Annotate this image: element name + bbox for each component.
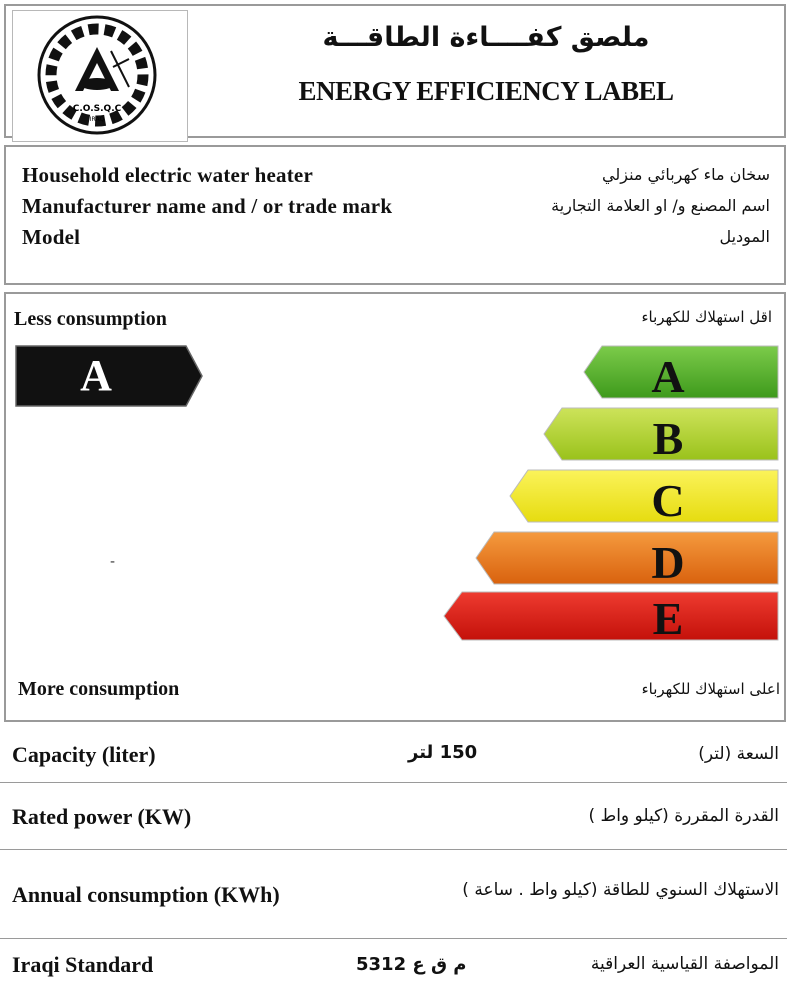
model-ar: الموديل <box>719 227 770 246</box>
class-c-letter: C <box>651 475 685 526</box>
class-c-arrow <box>510 470 778 526</box>
logo-org-text: C.O.S.Q.C <box>72 104 122 114</box>
more-consumption-en: More consumption <box>18 678 180 700</box>
iraqi-standard-ar: المواصفة القياسية العراقية <box>590 954 779 974</box>
class-b-letter: B <box>652 413 684 464</box>
cosqc-logo-icon <box>13 11 187 141</box>
cosqc-logo <box>12 10 188 142</box>
capacity-en: Capacity (liter) <box>12 742 156 767</box>
less-consumption-en: Less consumption <box>14 308 167 330</box>
annual-consumption-ar: الاستهلاك السنوي للطاقة (كيلو واط . ساعة ) <box>462 880 779 900</box>
selected-class-arrow <box>16 346 202 406</box>
label-header <box>4 4 786 138</box>
logo-country-text: IRAQ <box>89 116 105 123</box>
rated-power-en: Rated power (KW) <box>12 804 192 829</box>
dash-mark: - <box>110 554 116 570</box>
iraqi-standard-en: Iraqi Standard <box>12 952 154 977</box>
class-e-letter: E <box>652 593 684 644</box>
row-divider <box>0 849 787 850</box>
row-divider <box>0 938 787 939</box>
capacity-value: 150 لتر <box>408 742 478 763</box>
rating-arrows <box>6 334 784 694</box>
class-e-arrow <box>444 592 778 644</box>
row-divider <box>0 782 787 783</box>
capacity-ar: السعة (لتر) <box>698 744 779 764</box>
specification-table <box>0 724 787 983</box>
less-consumption-ar: اقل استهلاك للكهرباء <box>641 308 772 326</box>
model-en: Model <box>22 225 81 249</box>
class-d-letter: D <box>651 537 685 588</box>
iraqi-standard-value: م ق ع 5312 <box>356 954 467 975</box>
class-a-letter: A <box>651 351 685 402</box>
more-consumption-ar: اعلى استهلاك للكهرباء <box>641 680 780 698</box>
rated-power-ar: القدرة المقررة (كيلو واط ) <box>588 806 779 826</box>
product-info <box>4 145 786 285</box>
title-arabic: ملصق كفــــاءة الطاقـــة <box>322 22 650 53</box>
class-b-arrow <box>544 408 778 464</box>
manufacturer-en: Manufacturer name and / or trade mark <box>22 194 393 218</box>
title-english: ENERGY EFFICIENCY LABEL <box>298 76 674 106</box>
energy-rating-scale <box>4 292 786 722</box>
selected-class-letter: A <box>80 351 112 400</box>
class-a-arrow <box>584 346 778 402</box>
manufacturer-ar: اسم المصنع و/ او العلامة التجارية <box>551 196 770 215</box>
product-type-en: Household electric water heater <box>22 163 313 187</box>
class-d-arrow <box>476 532 778 588</box>
annual-consumption-en: Annual consumption (KWh) <box>12 882 280 907</box>
product-type-ar: سخان ماء كهربائي منزلي <box>602 165 770 184</box>
